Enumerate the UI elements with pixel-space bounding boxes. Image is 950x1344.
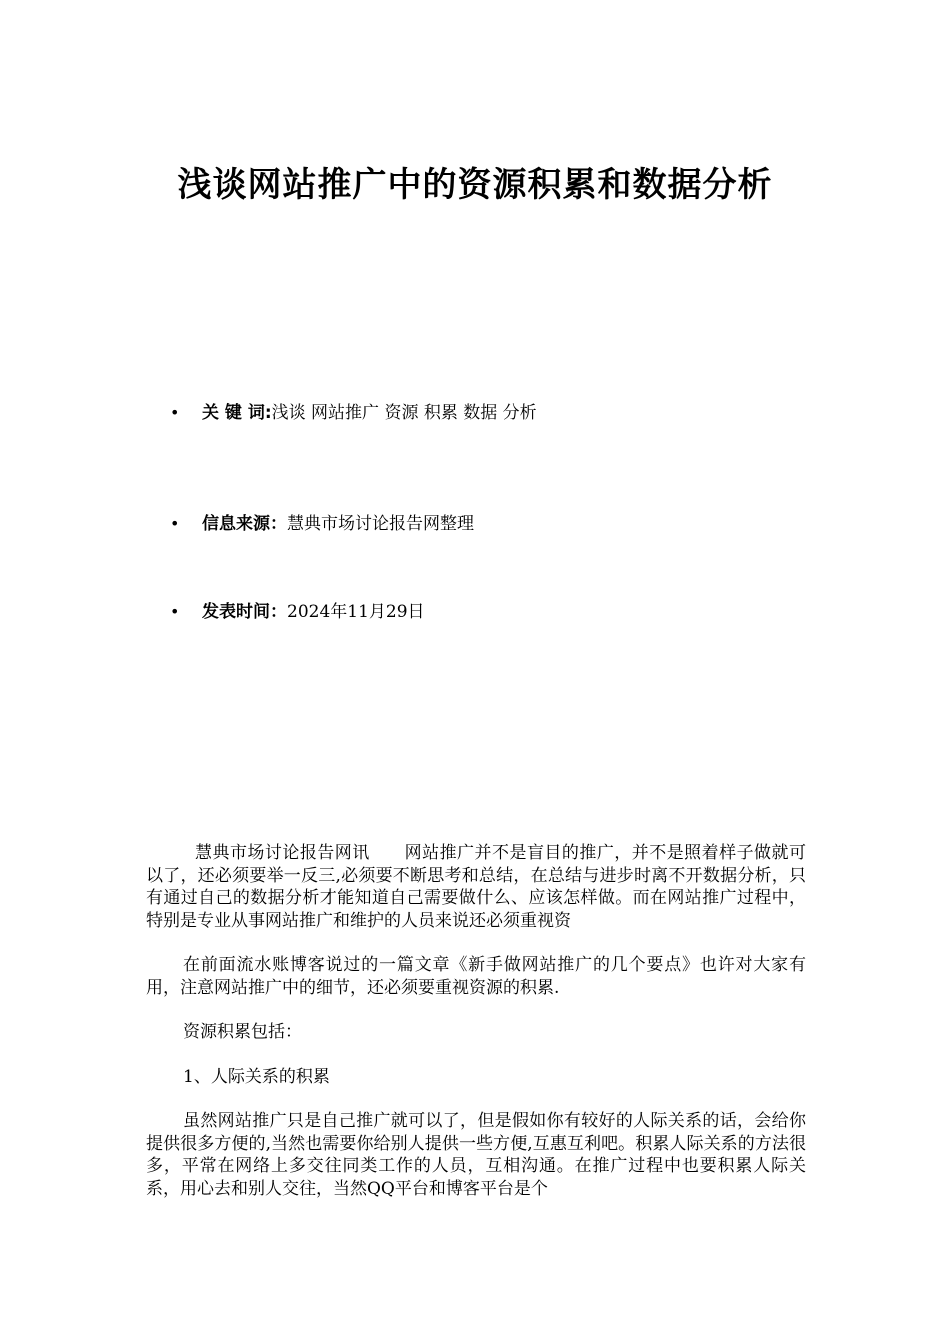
meta-source-label: 信息来源： [202, 514, 287, 534]
bullet-icon: • [170, 602, 180, 621]
meta-source [170, 512, 474, 536]
meta-keywords [170, 401, 537, 425]
meta-date-label: 发表时间： [202, 602, 287, 622]
body-paragraph: 慧典市场讨论报告网讯 网站推广并不是盲目的推广，并不是照着样子做就可以了，还必须要举一反三,必须要不断思考和总结，在总结与进步时离不开数据分析，只有通过自己的数据分析才能知道自己需要做什么、应该怎样做。而在网站推广过程中，特别是专业从事网站推广和维护的人员来说还必须重视资 [146, 843, 806, 931]
meta-keywords-value: 浅谈 网站推广 资源 积累 数据 分析 [271, 403, 537, 423]
bullet-icon: • [170, 514, 180, 533]
bullet-icon: • [170, 403, 180, 422]
body-paragraph: 在前面流水账博客说过的一篇文章《新手做网站推广的几个要点》也许对大家有用，注意网站推广中的细节，还必须要重视资源的积累. [146, 955, 806, 998]
body-paragraph: 虽然网站推广只是自己推广就可以了，但是假如你有较好的人际关系的话，会给你提供很多方便的,当然也需要你给别人提供一些方便,互惠互利吧。积累人际关系的方法很多，平常在网络上多交往同类工作的人员，互相沟通。在推广过程中也要积累人际关系，用心去和别人交往，当然QQ平台和博客平台是个 [146, 1111, 806, 1199]
document-title: 浅谈网站推广中的资源积累和数据分析 [177, 165, 773, 205]
section-heading: 1、人际关系的积累 [183, 1066, 330, 1087]
meta-keywords-label: 关 键 词: [202, 403, 272, 423]
meta-date-value: 2024年11月29日 [287, 602, 425, 622]
meta-date [170, 600, 425, 624]
meta-source-value: 慧典市场讨论报告网整理 [287, 514, 474, 534]
body-paragraph: 资源积累包括： [183, 1022, 302, 1042]
article-body [146, 842, 806, 1222]
